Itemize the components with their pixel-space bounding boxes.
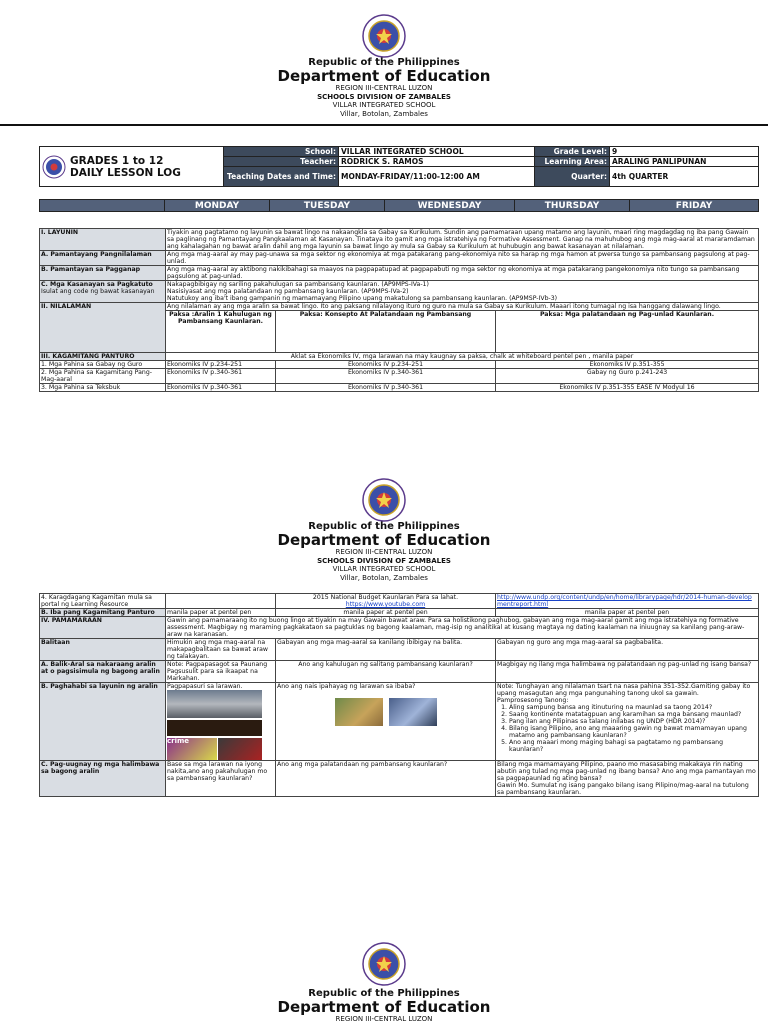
pag-uugnay-thu-b: Gawin Mo. Sumulat ng isang pangako bilang isang Pilipino/mag-aaral na tutulong sa pambansang kaunlaran. (497, 782, 749, 796)
balitaan-tue: Gabayan ang mga mag-aaral sa kanilang ibibigay na balita. (276, 639, 496, 661)
quarter-value: 4th QUARTER (610, 167, 759, 187)
teacher-value: RODRICK S. RAMOS (339, 157, 535, 167)
school-line: VILLAR INTEGRATED SCHOOL (332, 565, 436, 573)
layunin-text: Tiyakin ang pagtatamo ng layunin sa bawat lingo na nakaangkla sa Gabay sa Kurikulum. Sundin ang pamamaraan upang matamo ang layunin, maari ring magdagdag ng iba pang Gawain sa paglinang ng Pamantayang Pangkaalaman at Kasanayan. Tinataya ito gamit ang mga istratehiya ng Formative Assessment. Ganap na mahuhubog ang mga mag-aaral at mararamdaman ang kahalagahan ng bawat aralin dahil ang mga layunin sa bawat lingo ay mula sa Gabay sa Kurikulum at huhubugin ang bawat kasanayan at nilalaman. (166, 229, 759, 251)
school-label: School: (224, 147, 339, 157)
republic-line: Republic of the Philippines (308, 57, 460, 68)
quarter-label: Quarter: (535, 167, 610, 187)
gabay-guro-label: 1. Mga Pahina sa Gabay ng Guro (40, 361, 166, 369)
pag-uugnay-mon: Base sa mga larawan na iyong nakita,ano ang pakahulugan mo sa pambansang kaunlaran? (166, 761, 276, 797)
deped-small-seal-icon (42, 155, 66, 179)
department-title: Department of Education (277, 998, 491, 1016)
balik-aral-mon: Note: Pagpapasagot sa Paunang Pagsusulit para sa ikaapat na Markahan. (166, 661, 276, 683)
teksbuk-thu: Ekonomiks IV p.351-355 EASE IV Modyul 16 (496, 384, 759, 392)
area-label: Learning Area: (535, 157, 610, 167)
kasanayan-label: C. Mga Kasanayan sa Pagkatuto (41, 281, 153, 288)
kagamitang-tue: Ekonomiks IV p.340-361 (276, 369, 496, 384)
gabay-guro-tue: Ekonomiks IV p.234-251 (276, 361, 496, 369)
city-skyline-photo (167, 690, 262, 718)
balitaan-label: Balitaan (40, 639, 166, 661)
paghahabi-thu-intro: Note: Tunghayan ang nilalaman tsart na nasa pahina 351-352.Gamiting gabay ito upang masagutan ang mga pangunahing tanong ukol sa gawain. (497, 683, 751, 697)
pag-uugnay-thu (496, 761, 759, 797)
paksa-3: Paksa: Mga palatandaan ng Pag-unlad Kaunlaran. (496, 311, 759, 353)
grades-title: GRADES 1 to 12 (70, 154, 164, 167)
teksbuk-mon: Ekonomiks IV p.340-361 (166, 384, 276, 392)
kasanayan-text (166, 281, 759, 303)
pamamaraan-label: IV. PAMAMARAAN (40, 617, 166, 639)
pag-uugnay-thu-a: Bilang mga mamamayang Pilipino, paano mo masasabing makakaya rin nating abutin ang tulad ng mga pag-unlad ng ibang bansa? Ano ang mga pamantayan mo sa pagpapaunlad ng ating bansa? (497, 761, 756, 782)
letterhead-page-3 (0, 988, 768, 1024)
region-line: REGION III-CENTRAL LUZON (335, 84, 433, 92)
kagamitang-mon: Ekonomiks IV p.340-361 (166, 369, 276, 384)
kasanayan-sub: Isulat ang code ng bawat kasanayan (41, 288, 155, 295)
gabay-guro-thu: Ekonomiks IV p.351-355 (496, 361, 759, 369)
teksbuk-tue: Ekonomiks IV p.340-361 (276, 384, 496, 392)
kagamitan-text: Aklat sa Ekonomiks IV, mga larawan na may kaugnay sa paksa, chalk at whiteboard pentel pen , manila paper (166, 353, 759, 361)
paksa-2: Paksa: Konsepto At Palatandaan ng Pambansang (276, 311, 496, 353)
paghahabi-label: B. Paghahabi sa layunin ng aralin (40, 683, 166, 761)
balik-aral-tue: Ano ang kahulugan ng salitang pambansang kaunlaran? (276, 661, 496, 683)
grade-label: Grade Level: (535, 147, 610, 157)
nilalaman-label: II. NILALAMAN (40, 303, 166, 353)
kasanayan-2: Nasisiyasat ang mga palatandaan ng pambansang kaunlaran. (AP9MPS-IVa-2) (167, 288, 409, 295)
procedure-table (39, 593, 759, 797)
kagamitang-label: 2. Mga Pahina sa Kagamitang Pang-Mag-aaral (40, 369, 166, 384)
balik-aral-thu: Magbigay ng ilang mga halimbawa ng palatandaan ng pag-unlad ng isang bansa? (496, 661, 759, 683)
pagganap-label: B. Pamantayan sa Pagganap (40, 266, 166, 281)
address-line: Villar, Botolan, Zambales (340, 109, 428, 118)
question-item: 1. Aling sampung bansa ang itinuturing na maunlad sa taong 2014? (509, 704, 757, 711)
letterhead-page-2 (0, 521, 768, 582)
question-item: 4. Bilang isang Pilipino, ano ang maaaring gawin ng bawat mamamayan upang matamo ang pambansang kaunlaran? (509, 725, 757, 739)
school-value: VILLAR INTEGRATED SCHOOL (339, 147, 535, 157)
budget-text: 2015 National Budget Kaunlaran Para sa lahat. (312, 594, 459, 601)
undp-link[interactable]: http://www.undp.org/content/undp/en/home/librarypage/hdr/2014-human-developmentreport.html (496, 594, 759, 609)
republic-line: Republic of the Philippines (308, 988, 460, 999)
dll-title: DAILY LESSON LOG (70, 166, 181, 179)
kagamitan-label: III. KAGAMITANG PANTURO (40, 353, 166, 361)
teacher-label: Teacher: (224, 157, 339, 167)
grade-value: 9 (610, 147, 759, 157)
karagdagan-label: 4. Karagdagang Kagamitan mula sa portal ng Learning Resource (40, 594, 166, 609)
pagganap-text: Ang mga mag-aaral ay aktibong nakikibahagi sa maayos na pagpapatupad at pagpapabuti ng mga sektor ng ekonomiya at mga patakarang pangekonomiya nito tungo sa pambansang pagsulong at pag-unlad. (166, 266, 759, 281)
republic-line: Republic of the Philippines (308, 521, 460, 532)
lesson-log-header (39, 146, 759, 187)
karagdagan-mon (166, 594, 276, 609)
paghahabi-mon-text: Pagpapasuri sa larawan. (167, 683, 243, 690)
news-banner-photo (167, 720, 262, 736)
days-spacer (40, 200, 165, 212)
objectives-table (39, 228, 759, 392)
deped-seal-icon (362, 14, 406, 58)
balitaan-thu: Gabayan ng guro ang mga mag-aaral sa pagbabalita. (496, 639, 759, 661)
iba-pang-thu: manila paper at pentel pen (496, 609, 759, 617)
paghahabi-tue-text: Ano ang nais ipahayag ng larawan sa ibaba? (277, 683, 416, 690)
pamprosesong-heading: Pamprosesong Tanong: (497, 697, 569, 704)
kasanayan-1: Nakapagbibigay ng sariling pakahulugan sa pambansang kaunlaran. (AP9MPS-IVa-1) (167, 281, 429, 288)
kagamitang-thu: Gabay ng Guro p.241-243 (496, 369, 759, 384)
city-buildings-photo (389, 698, 437, 726)
address-line: Villar, Botolan, Zambales (340, 573, 428, 582)
day-wednesday: WEDNESDAY (385, 200, 515, 212)
day-monday: MONDAY (165, 200, 270, 212)
question-item: 2. Saang kontinente matatagpuan ang karamihan sa mga bansang maunlad? (509, 711, 757, 718)
question-item: 5. Ano ang maaari mong maging bahagi sa pagtatamo ng pambansang kaunlaran? (509, 739, 757, 753)
pamantayang-label: A. Pamantayang Pangnilalaman (40, 251, 166, 266)
school-line: VILLAR INTEGRATED SCHOOL (332, 101, 436, 109)
crime-collage-photo (167, 738, 217, 760)
days-header (39, 199, 759, 212)
pamprosesong-list (497, 704, 757, 753)
header-divider (0, 124, 768, 126)
kasanayan-cell (40, 281, 166, 303)
day-thursday: THURSDAY (515, 200, 630, 212)
dates-label: Teaching Dates and Time: (224, 167, 339, 187)
nilalaman-text: Ang nilalaman ay ang mga aralin sa bawat lingo. Ito ang paksang nilalayong ituro ng guro na mula sa Gabay sa Kurikulum. Maaari itong tumagal ng isa hanggang dalawang lingo. (166, 303, 759, 311)
iba-pang-mon: manila paper at pentel pen (166, 609, 276, 617)
deped-seal-icon (362, 478, 406, 522)
department-title: Department of Education (277, 67, 491, 85)
balitaan-mon: Himukin ang mga mag-aaral na makapagbalitaan sa bawat araw ng talakayan. (166, 639, 276, 661)
dates-value: MONDAY-FRIDAY/11:00-12:00 AM (339, 167, 535, 187)
region-line: REGION III-CENTRAL LUZON (335, 1015, 433, 1023)
question-item: 3. Pang ilan ang Pilipinas sa talang inilabas ng UNDP (HDR 2014)? (509, 718, 757, 725)
iba-pang-tue: manila paper at pentel pen (276, 609, 496, 617)
youtube-link[interactable]: https://www.youtube.com (345, 601, 426, 608)
karagdagan-tue (276, 594, 496, 609)
division-line: SCHOOLS DIVISION OF ZAMBALES (317, 92, 451, 101)
poverty-photo (218, 738, 262, 760)
deped-seal-icon (362, 942, 406, 986)
balik-aral-label: A. Balik-Aral sa nakaraang aralin at o pagsisimula ng bagong aralin (40, 661, 166, 683)
iba-pang-label: B. Iba pang Kagamitang Panturo (40, 609, 166, 617)
pamamaraan-text: Gawin ang pamamaraang ito ng buong lingo at tiyakin na may Gawain bawat araw. Para sa holistikong paghubog, gabayan ang mga mag-aaral gamit ang mga istratehiya ng formative assessment. Magbigay ng maraming pagkakataon sa pagtuklas ng bagong kaalaman, mag-isip ng analitikal at kusang magtaya ng dating kaalaman na iniuugnay sa kanilang pang-araw-araw na karanasan. (166, 617, 759, 639)
region-line: REGION III-CENTRAL LUZON (335, 548, 433, 556)
pamantayang-text: Ang mga mag-aaral ay may pag-unawa sa mga sektor ng ekonomiya at mga patakarang pang-ekonomiya nito sa harap ng mga hamon at pwersa tungo sa pambansang pagsulong at pag-unlad. (166, 251, 759, 266)
department-title: Department of Education (277, 531, 491, 549)
farm-field-photo (335, 698, 383, 726)
day-tuesday: TUESDAY (270, 200, 385, 212)
title-box (40, 147, 224, 187)
gabay-guro-mon: Ekonomiks IV p.234-251 (166, 361, 276, 369)
letterhead (0, 57, 768, 118)
paksa-1: Paksa :Aralin 1 Kahulugan ng Pambansang Kaunlaran. (166, 311, 276, 353)
crime-label: crime (167, 737, 190, 745)
kasanayan-3: Natutukoy ang iba't ibang gampanin ng mamamayang Pilipino upang makatulong sa pambansang kaunlaran. (AP9MSP-IVb-3) (167, 295, 558, 302)
pag-uugnay-label: C. Pag-uugnay ng mga halimbawa sa bagong aralin (40, 761, 166, 797)
paghahabi-mon (166, 683, 276, 761)
paghahabi-tue (276, 683, 496, 761)
area-value: ARALING PANLIPUNAN (610, 157, 759, 167)
day-friday: FRIDAY (630, 200, 759, 212)
teksbuk-label: 3. Mga Pahina sa Teksbuk (40, 384, 166, 392)
pag-uugnay-tue: Ano ang mga palatandaan ng pambansang kaunlaran? (276, 761, 496, 797)
paghahabi-thu (496, 683, 759, 761)
layunin-label: I. LAYUNIN (40, 229, 166, 251)
division-line: SCHOOLS DIVISION OF ZAMBALES (317, 556, 451, 565)
